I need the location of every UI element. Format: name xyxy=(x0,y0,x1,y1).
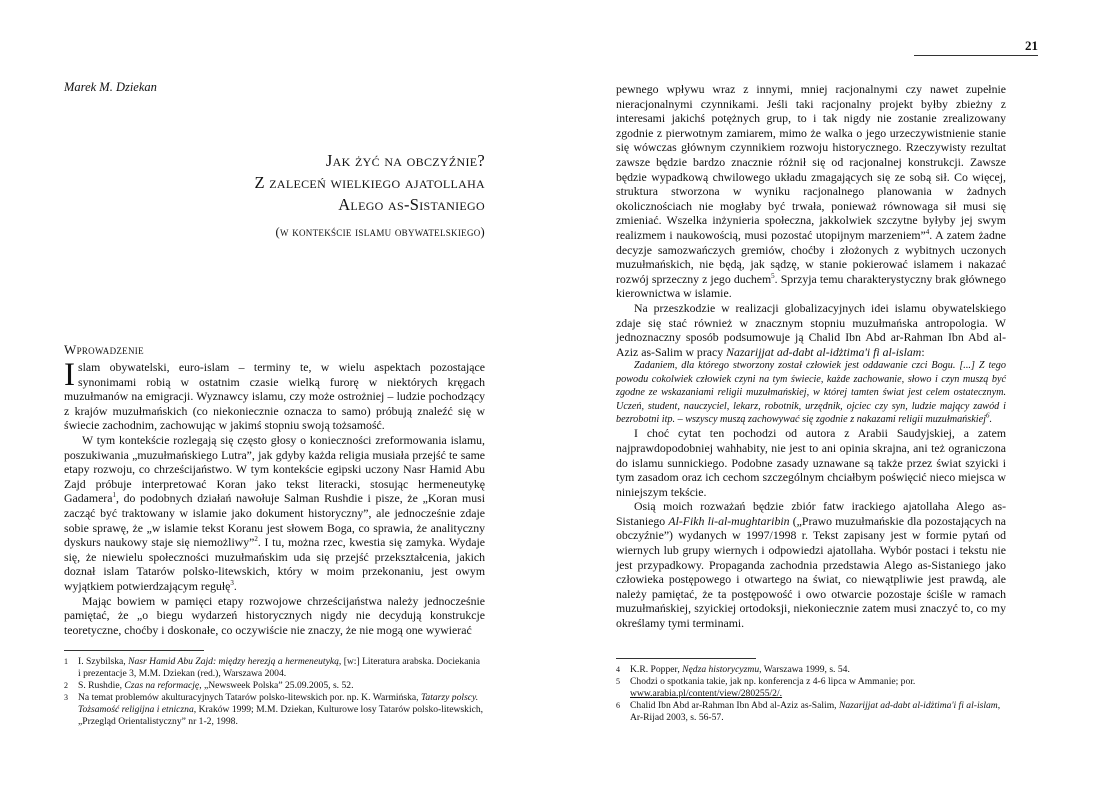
footnote-ref-3[interactable]: 3 xyxy=(230,578,234,587)
footnote-title: Nędza historycyzmu xyxy=(682,664,760,675)
title-line-1: Jak żyć na obczyźnie? xyxy=(325,151,485,170)
paragraph-5-text-a: Na przeszkodzie w realizacji globalizacyjnych idei islamu obywatelskiego zdaje się stać również w znacznym stopniu muzułmańska antropologia. W jednoznaczny sposób podsumowuje ją Chalid Ibn Abd ar-Rahman Ibn Abd al-Aziz as-Salim w pracy xyxy=(616,300,1006,359)
footnote-link[interactable]: www.arabia.pl/content/view/280255/2/. xyxy=(630,688,783,699)
footnote-text: , „Newsweek Polska” 25.09.2005, s. 52. xyxy=(199,680,354,691)
title-line-2: Z zaleceń wielkiego ajatollaha xyxy=(254,173,485,192)
footnote-number: 3 xyxy=(64,693,68,702)
paragraph-7-text-a: Osią moich rozważań będzie zbiór fatw irackiego ajatollaha Alego as-Sistaniego xyxy=(616,499,1006,528)
footnote-2 xyxy=(64,680,485,692)
footnote-3 xyxy=(64,692,485,728)
work-title: Al-Fikh li-al-mughtaribin xyxy=(668,513,790,528)
footnote-text: , [w:] Literatura arabska. Dociekania i prezentacje 3, M.M. Dziekan (red.), Warszawa 2004. xyxy=(78,656,481,679)
footnote-text: Chodzi o spotkania takie, jak np. konferencja z 4-6 lipca w Ammanie; por. xyxy=(630,676,916,687)
footnote-6 xyxy=(616,700,1006,724)
left-footnotes xyxy=(64,656,485,728)
footnote-text: Chalid Ibn Abd ar-Rahman Ibn Abd al-Aziz as-Salim, xyxy=(630,700,839,711)
footnote-text: , Ar-Rijad 2003, s. 56-57. xyxy=(630,700,1001,723)
drop-cap: I xyxy=(64,357,75,393)
footnote-divider xyxy=(616,658,756,659)
footnote-text: K.R. Popper, xyxy=(630,664,683,675)
footnote-number: 1 xyxy=(64,657,68,666)
running-head: Marek M. Dziekan xyxy=(64,80,157,94)
footnote-text: I. Szybilska, xyxy=(78,656,129,667)
footnote-number: 5 xyxy=(616,677,620,686)
title-line-3: Alego as-Sistaniego xyxy=(338,195,485,214)
footnote-ref-2[interactable]: 2 xyxy=(254,535,258,544)
footnote-ref-6[interactable]: 6 xyxy=(985,411,990,420)
footnote-number: 6 xyxy=(616,701,620,710)
paragraph-2-text-b: , do podobnych działań nawołuje Salman Rushdie i pisze, że „Koran musi zacząć być traktowany w islamie jako dokument historyczny”, ale jednocześnie zdaje sobie sprawę, że „w islamie tekst Koranu jest słowem Boga, co sprawia, że analityczny dyskurs naukowy staje się niemożliwy” xyxy=(64,491,485,550)
article-title xyxy=(180,150,485,240)
footnote-title: Czas na reformację xyxy=(124,680,200,691)
footnote-title: Nasr Hamid Abu Zajd: między herezją a hermeneutyką xyxy=(128,656,339,667)
footnote-4 xyxy=(616,664,1006,676)
paragraph-4-text-c: . Sprzyja temu charakterystyczny brak głównego kierownictwa w islamie. xyxy=(616,271,1006,301)
footnote-text: , Warszawa 1999, s. 54. xyxy=(759,664,850,675)
paragraph-1 xyxy=(64,357,485,433)
right-footnotes xyxy=(616,664,1006,724)
right-body-text xyxy=(616,82,1006,631)
paragraph-4 xyxy=(616,82,1006,301)
footnote-ref-5[interactable]: 5 xyxy=(771,271,775,280)
paragraph-1-text: slam obywatelski, euro-islam – terminy te, w wielu aspektach pozostające synonimami robią w ostatnim czasie wielką furorę w niektórych kręgach muzułmanów na emigracji. Wyznawcy islamu, czy może ostrożniej – ludzie pochodzący z krajów muzułmańskich (co niekoniecznie oznacza to samo) próbują znaleźć się w świecie zachodnim, zachowując w jakimś stopniu swoją tożsamość. xyxy=(64,360,485,433)
paragraph-2-text-c: . I tu, można rzec, kwestia się zamyka. Wydaje się, że niewielu społeczności muzułmańskim uda się przejść przekształcenia, jakich doznał islam Tatarów polsko-litewskich, który w moim przekonaniu, jest owym wyjątkiem potwierdzającym regułę xyxy=(64,535,485,593)
paragraph-2-text-a: W tym kontekście rozlegają się często głosy o konieczności zreformowania islamu, poszukiwania „muzułmańskiego Lutra”, jak gdyby każda religia musiała przejść te same etapy rozwoju, co chrześcijaństwo. W tym kontekście egipski uczony Nasr Hamid Abu Zajd próbuje interpretować Koran jako tekst literacki, stosując hermeneutykę Gadamera xyxy=(64,432,485,506)
footnote-number: 4 xyxy=(616,665,620,674)
quote-text: Zadaniem, dla którego stworzony został człowiek jest oddawanie czci Bogu. [...] Z tego powodu cokolwiek człowiek czyni na tym świecie, każde zachowanie, słowo i czyn muszą być zgodne ze wskazaniami religii muzułmańskiej, w której tamten świat jest celem ostatecznym. Uczeń, student, nauczyciel, lekarz, robotnik, urzędnik, ojciec czy syn, ludzie mający zawód i bezrobotni itp. – wszyscy muszą zachowywać się zgodnie z nakazami religii muzułmańskiej xyxy=(616,360,1006,425)
footnote-5 xyxy=(616,676,1006,700)
paragraph-4-text-a: pewnego wpływu wraz z innymi, mniej racjonalnymi czy nawet zupełnie nieracjonalnymi czynnikami. Jeśli taki racjonalny projekt byłby zbieżny z interesami jakichś potężnych grup, to i tak nigdy nie zostanie zrealizowany zgodnie z pierwotnym zamiarem, mimo że walka o jego urzeczywistnienie stanie się wówczas głównym czynnikiem rozwoju historycznego. Rzeczywisty rezultat zawsze będzie bardzo znacznie różnił się od racjonalnej konstrukcji. Zawsze będzie wypadkową chwilowego układu zmagających się ze sobą sił. Co więcej, struktura stworzona w wyniku racjonalnego planowania w żadnych okolicznościach nie mogłaby być trwała, ponieważ równowaga sił musi się zmieniać. Wszelka inżynieria społeczna, jakkolwiek szczytne byłyby jej swym realizmem i naukowością, musi pozostać utopijnym marzeniem” xyxy=(616,82,1006,242)
footnote-1 xyxy=(64,656,485,680)
footnote-number: 2 xyxy=(64,681,68,690)
paragraph-2 xyxy=(64,433,485,594)
paragraph-2-text-d: . xyxy=(233,578,237,593)
paragraph-5-text-b: : xyxy=(921,344,925,359)
footnote-ref-4[interactable]: 4 xyxy=(925,228,930,237)
footnote-divider xyxy=(64,650,204,651)
paragraph-6: I choć cytat ten pochodzi od autora z Arabii Saudyjskiej, a zatem najprawdopodobniej wahhabity, nie jest to ani opinia skrajna, ani też ograniczona do islamu sunnickiego. Podobne zasady uznawane są także przez świat szyicki i tym zasadom oraz ich cechom szczególnym chciałbym poświęcić nieco miejsca w niniejszym tekście. xyxy=(616,426,1006,499)
paragraph-7 xyxy=(616,499,1006,630)
work-title: Nazarijjat ad-dabt al-idżtima'i fi al-islam xyxy=(726,344,922,359)
footnote-text: Na temat problemów akulturacyjnych Tatarów polsko-litewskich por. np. K. Warmińska, xyxy=(78,692,421,703)
left-body-text xyxy=(64,357,485,637)
section-heading: Wprowadzenie xyxy=(64,342,144,357)
footnote-title: Nazarijjat ad-dabt al-idżtima'i fi al-islam xyxy=(838,700,998,711)
footnote-title: Tatarzy polscy. Tożsamość religijna i etniczna xyxy=(78,692,479,715)
paragraph-5 xyxy=(616,301,1006,359)
footnote-text: S. Rushdie, xyxy=(78,680,125,691)
quote-end: . xyxy=(989,413,992,425)
page-number: 21 xyxy=(914,38,1038,56)
paragraph-7-text-b: („Prawo muzułmańskie dla pozostających na obczyźnie”) wydanych w 1997/1998 r. Tekst zapisany jest w formie pytań od wiernych lub grupy wiernych i odpowiedzi ajatollaha. Wybór postaci i tekstu nie jest przypadkowy. Propaganda zachodnia przedstawia Alego as-Sistaniego jako człowieka postępowego i otwartego na świat, co niewątpliwie jest prawdą, ale należy pamiętać, że ta postępowość i owo otwarcie pozostaje ściśle w ramach muzułmańskiej, szyickiej ortodoksji, niekoniecznie zatem musi znaczyć to, co my określamy tymi terminami. xyxy=(616,513,1006,631)
paragraph-4-text-b: . A zatem żadne decyzje samozwańczych gremiów, choćby i złożonych z wybitnych uczonych muzułmańskich, nie będą, jak sądzę, w stanie pokierować islamem i nakazać rozwój sprzeczny z jego duchem xyxy=(616,227,1006,286)
footnote-ref-1[interactable]: 1 xyxy=(112,491,116,500)
paragraph-3: Mając bowiem w pamięci etapy rozwojowe chrześcijaństwa należy jednocześnie pamiętać, że „o biegu wydarzeń historycznych nigdy nie decydują konstrukcje teoretyczne, choćby i doskonałe, co oczywiście nie znaczy, że nie mogą one wywierać xyxy=(64,593,485,637)
footnote-text: , Kraków 1999; M.M. Dziekan, Kulturowe losy Tatarów polsko-litewskich, „Przegląd Orientalistyczny” nr 1-2, 1998. xyxy=(78,704,484,727)
article-subtitle: (w kontekście islamu obywatelskiego) xyxy=(275,225,485,239)
block-quote xyxy=(616,359,1006,426)
